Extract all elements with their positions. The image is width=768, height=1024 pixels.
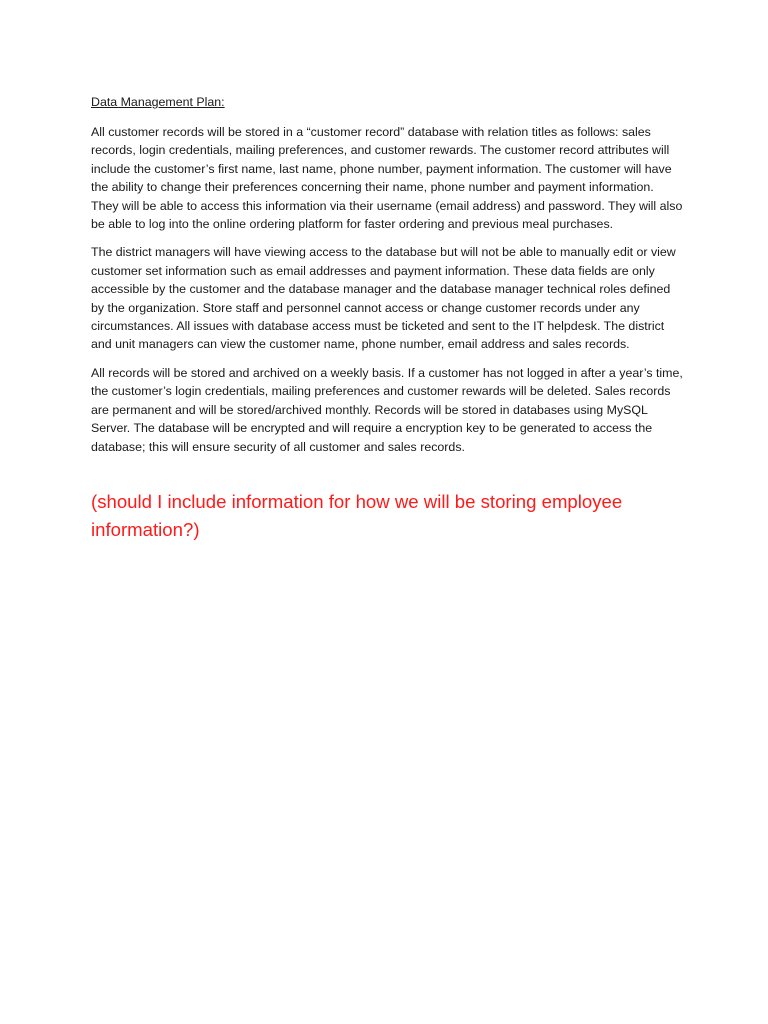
document-heading: Data Management Plan: [91, 95, 225, 109]
reviewer-note: (should I include information for how we will be storing employee information?) [91, 490, 623, 540]
paragraph-archiving: All records will be stored and archived on a weekly basis. If a customer has not logged in after a year’s time, the customer’s login credentials, mailing preferences and customer rewards will be deleted. Sales records are permanent and will be stored/archived monthly. Records will be stored in databases using MySQL Server. The database will be encrypted and will require a encryption key to be generated to access the database; this will ensure security of all customer and sales records. [91, 365, 683, 454]
paragraph-access-control: The district managers will have viewing access to the database but will not be able to manually edit or view customer set information such as email addresses and payment information. These data fields are only accessible by the customer and the database manager and the database manager technical roles defined by the organization. Store staff and personnel cannot access or change customer records under any circumstances. All issues with database access must be ticketed and sent to the IT helpdesk. The district and unit managers can view the customer name, phone number, email address and sales records. [91, 245, 676, 352]
paragraph-customer-records: All customer records will be stored in a “customer record” database with relation titles as follows: sales records, login credentials, mailing preferences, and customer rewards. The customer record attributes will include the customer’s first name, last name, phone number, payment information. The customer will have the ability to change their preferences concerning their name, phone number and payment information. They will be able to access this information via their username (email address) and password. They will also be able to log into the online ordering platform for faster ordering and previous meal purchases. [91, 125, 683, 232]
document-body [91, 93, 683, 544]
